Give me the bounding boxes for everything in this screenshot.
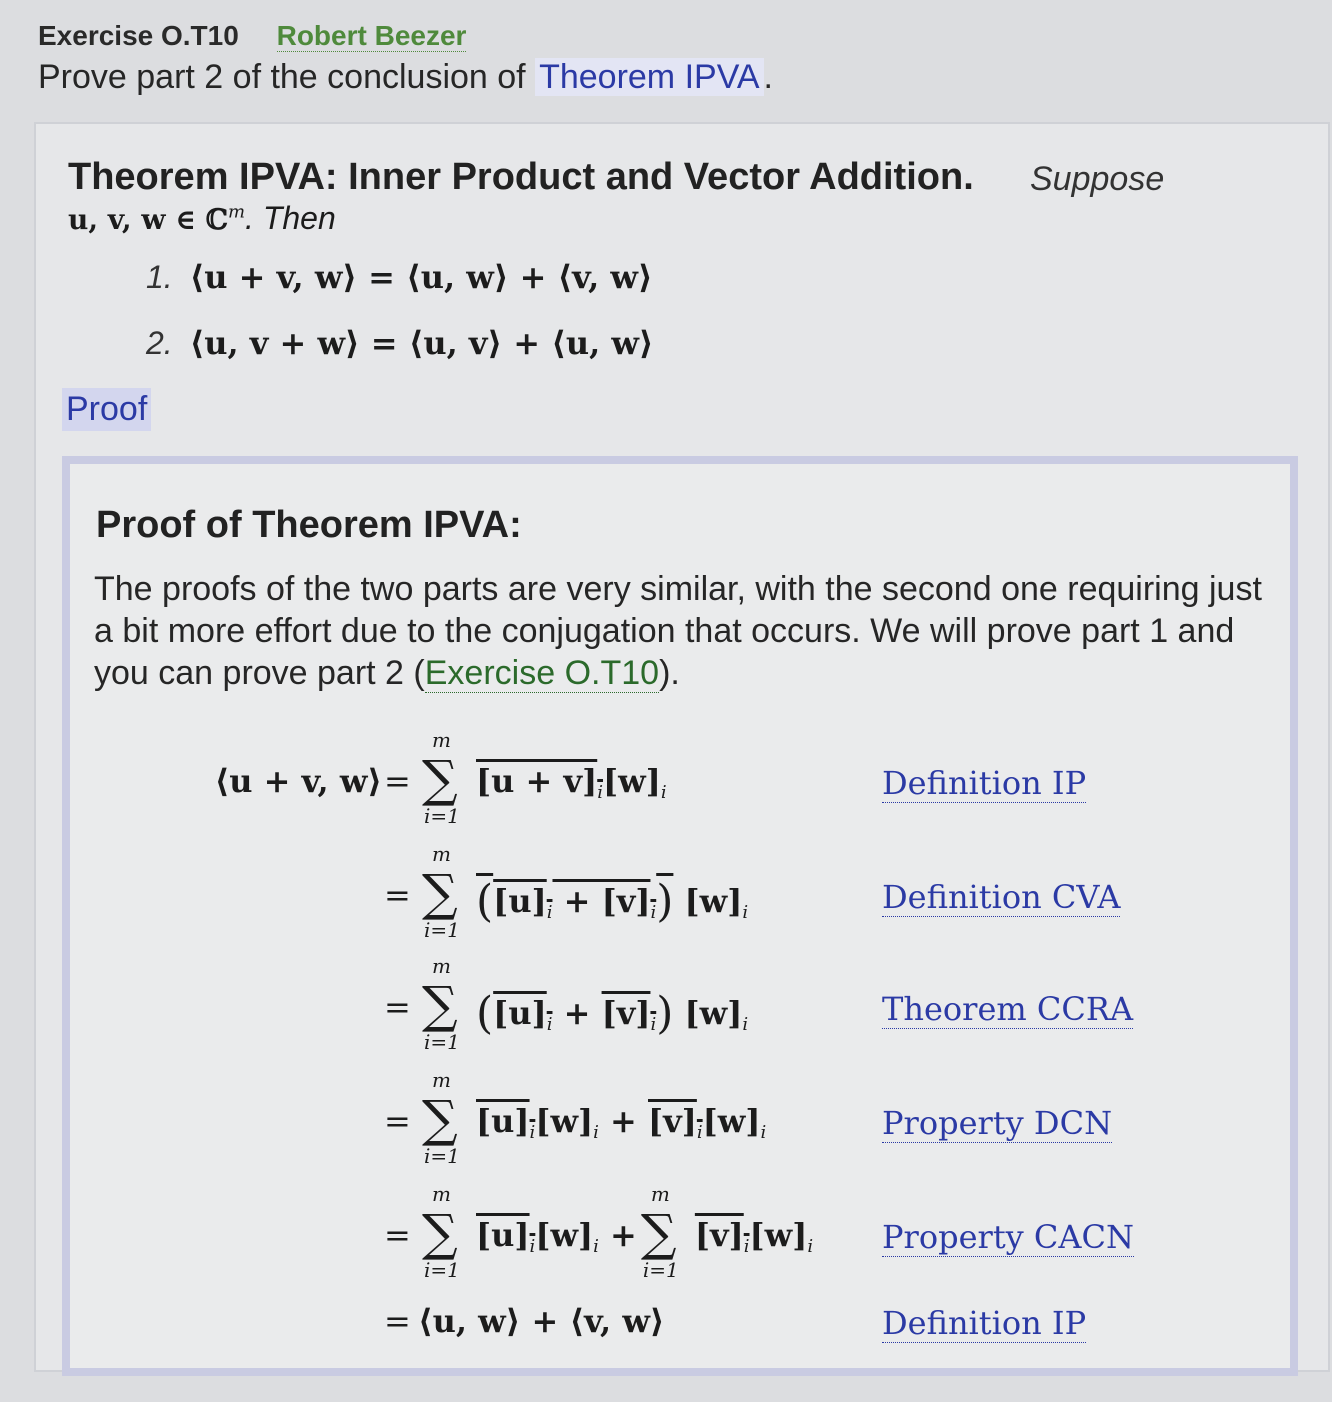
theorem-then: . Then <box>245 200 336 236</box>
theorem-hypothesis <box>68 200 336 237</box>
justification-link[interactable]: Definition IP <box>882 764 1087 802</box>
justification-link[interactable]: Property CACN <box>882 1218 1134 1256</box>
task-text: Prove part 2 of the conclusion of <box>38 58 536 96</box>
derivation-rhs: m ∑ i=1 $([u]_i + [v]_i)$ $[w]_i$ <box>418 958 748 1058</box>
justification-link[interactable]: Theorem CCRA <box>882 990 1134 1028</box>
derivation-step-5 <box>0 1182 1332 1286</box>
justification-link[interactable]: Definition IP <box>882 1304 1087 1342</box>
equals-sign: = <box>384 762 411 800</box>
proof-text: The proofs of the two parts are very similar, with the second one requiring just a bit more effort due to the conjugation that occurs. We will prove part 1 and you can prove part 2 ( <box>94 570 1262 692</box>
theorem-suppose: Suppose <box>1030 160 1165 198</box>
exercise-link[interactable]: Exercise O.T10 <box>424 654 660 692</box>
derivation-rhs: m ∑ i=1 $[u + v]_i[w]_i$ <box>418 732 667 832</box>
item-equation: ⟨u + v, w⟩ = ⟨u, w⟩ + ⟨v, w⟩ <box>189 258 653 296</box>
derivation-lhs: ⟨u + v, w⟩ <box>214 762 382 800</box>
proof-text-end: ). <box>659 654 680 692</box>
justification-link[interactable]: Definition CVA <box>882 878 1121 916</box>
derivation-step-6 <box>0 1272 1332 1372</box>
summation-symbol: m ∑ i=1 <box>422 954 460 1054</box>
derivation-rhs: m ∑ i=1 $[u]_i[w]_i$ + m ∑ i=1 $[v]_i[w]_i$ <box>418 1186 813 1286</box>
item-number: 1. <box>146 259 173 295</box>
item-number: 2. <box>146 325 173 361</box>
derivation-rhs: m ∑ i=1 $([u]_i + [v]_i)$ $[w]_i$ <box>418 846 748 946</box>
summation-symbol: m ∑ i=1 <box>640 1182 679 1282</box>
exercise-header <box>38 20 466 52</box>
proof-title: Proof of Theorem IPVA: <box>96 504 522 546</box>
equals-sign: = <box>384 988 411 1026</box>
equals-sign: = <box>384 1102 411 1140</box>
proof-toggle-button[interactable]: Proof <box>62 388 151 431</box>
summation-symbol: m ∑ i=1 <box>422 1182 460 1282</box>
derivation-step-2 <box>0 842 1332 946</box>
item-equation: ⟨u, v + w⟩ = ⟨u, v⟩ + ⟨u, w⟩ <box>189 324 654 362</box>
theorem-exponent: m <box>227 201 246 223</box>
justification-link[interactable]: Property DCN <box>882 1104 1113 1142</box>
theorem-vars: u, v, w ∈ ℂ <box>68 203 228 236</box>
equals-sign: = <box>384 876 411 914</box>
task-suffix: . <box>763 58 773 96</box>
theorem-item-1 <box>146 258 653 296</box>
derivation-step-4 <box>0 1068 1332 1172</box>
derivation-rhs: ⟨u, w⟩ + ⟨v, w⟩ <box>418 1302 665 1340</box>
equals-sign: = <box>384 1302 411 1340</box>
exercise-author-link[interactable]: Robert Beezer <box>276 20 467 51</box>
derivation-step-3 <box>0 954 1332 1058</box>
proof-paragraph <box>94 568 1274 694</box>
theorem-heading: Theorem IPVA: Inner Product and Vector Addition. <box>68 156 974 198</box>
summation-symbol: m ∑ i=1 <box>422 1068 460 1168</box>
exercise-title: Exercise O.T10 <box>38 20 239 51</box>
derivation-rhs: m ∑ i=1 $[u]_i[w]_i + [v]_i[w]_i$ <box>418 1072 766 1172</box>
theorem-item-2 <box>146 324 654 362</box>
summation-symbol: m ∑ i=1 <box>422 842 460 942</box>
equals-sign: = <box>384 1216 411 1254</box>
exercise-task <box>38 58 773 97</box>
derivation-step-1 <box>0 728 1332 832</box>
theorem-ipva-link[interactable]: Theorem IPVA <box>535 58 763 96</box>
summation-symbol: m ∑ i=1 <box>422 728 460 828</box>
